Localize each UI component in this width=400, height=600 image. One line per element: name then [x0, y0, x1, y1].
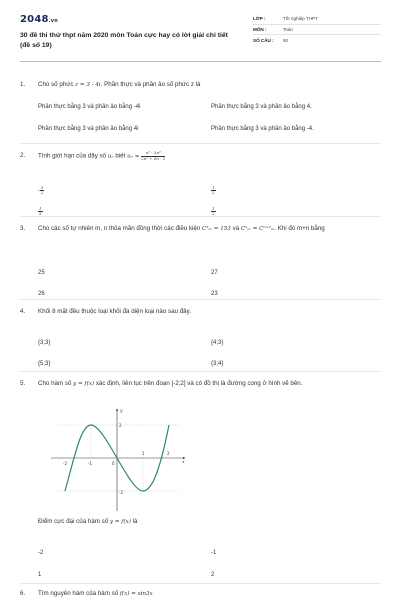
question-text-part: Cho số phức — [38, 81, 76, 88]
math-expression: z = 3 - 4i — [75, 82, 101, 88]
fraction-numerator: 1 — [39, 205, 42, 211]
question-number: 1. — [20, 81, 26, 88]
x-tick-label: -2 — [63, 461, 67, 466]
question-text — [38, 589, 381, 599]
answer-option-c[interactable]: Phần thực bằng 3 và phần ảo bằng 4i — [38, 126, 139, 132]
y-axis-label: y — [120, 409, 123, 414]
formula-fraction — [141, 151, 165, 161]
meta-value: Toán — [283, 26, 293, 32]
answer-option-c[interactable]: {5;3} — [38, 361, 51, 367]
meta-value: 50 — [283, 37, 289, 43]
x-tick-label: 2 — [167, 451, 170, 456]
answer-option-d[interactable]: {3;4} — [211, 361, 224, 367]
question-number: 3. — [20, 225, 26, 232]
x-tick-label: 0 — [112, 461, 115, 466]
question-text-part: xác định, liên tục trên đoạn [-2;2] và có đồ thị là đường cong ở hình vẽ bên. — [94, 380, 303, 387]
fraction-denominator: 5 — [39, 211, 42, 217]
indent — [20, 517, 38, 527]
divider — [20, 216, 381, 217]
fraction-numerator: n³ - 3n³ — [141, 151, 165, 157]
question-3 — [20, 224, 381, 297]
question-text-part: Tìm nguyên hàm của hàm số — [38, 590, 120, 597]
meta-key: SỐ CÂU : — [253, 37, 274, 43]
meta-key: LỚP : — [253, 16, 266, 22]
answer-option-a[interactable]: {3;3} — [38, 340, 51, 346]
question-text-part: biết — [113, 152, 128, 160]
y-tick-label: -2 — [119, 490, 123, 495]
divider — [20, 371, 381, 372]
answer-option-a[interactable]: Phần thực bằng 3 và phần ảo bằng -4i — [38, 104, 141, 110]
meta-key: MÔN : — [253, 26, 267, 32]
answer-option-b[interactable]: Phần thực bằng 3 và phần ảo bằng 4. — [211, 104, 312, 110]
question-text-part: Tính giới hạn của dãy số — [38, 152, 108, 160]
divider — [20, 583, 381, 584]
answer-option-b[interactable]: 27 — [211, 270, 218, 276]
answer-option-c[interactable]: 26 — [38, 291, 45, 297]
answer-option-a[interactable]: -2 — [38, 550, 44, 556]
question-text — [38, 224, 381, 234]
question-text-part: Điểm cực đại của hàm số — [38, 518, 110, 525]
math-expression: y = f(x) — [109, 519, 131, 525]
meta-row-count — [253, 35, 381, 46]
function-graph — [45, 405, 195, 515]
x-tick-label: -1 — [88, 461, 92, 466]
question-text — [38, 379, 381, 389]
question-4 — [20, 307, 381, 367]
math-expression: Cⁿₘ = Cⁿ⁺²ₘ — [240, 226, 275, 232]
formula-lhs: uₙ = — [127, 153, 140, 160]
question-number: 2. — [20, 152, 26, 159]
site-logo[interactable] — [20, 14, 58, 25]
question-text: Khối 8 mặt đều thuộc loại khối đa diện loại nào sau đây. — [38, 308, 191, 315]
document-title: 30 đề thi thử thpt năm 2020 môn Toán cực hay có lời giải chi tiết (đề số 19) — [20, 32, 228, 49]
logo-text: 2048 — [20, 14, 49, 25]
fraction-numerator: 3 — [40, 184, 44, 190]
answer-option-a[interactable]: 25 — [38, 270, 45, 276]
question-text — [38, 517, 381, 527]
answer-option-b[interactable]: {4;3} — [211, 340, 224, 346]
math-expression: y = f(x) — [73, 381, 95, 387]
answer-option-d[interactable]: 2 — [211, 572, 215, 578]
question-text-part: Cho hàm số — [38, 380, 74, 387]
math-expression: C²ₘ = 153 — [202, 226, 231, 232]
question-2 — [20, 150, 381, 217]
question-text — [38, 151, 381, 162]
meta-row-subject — [253, 25, 381, 36]
answer-option-d[interactable]: Phần thực bằng 3 và phần ảo bằng -4. — [211, 126, 314, 132]
x-tick-label: 1 — [142, 451, 145, 456]
fraction-numerator: 1 — [212, 205, 215, 211]
answer-option-b[interactable]: -1 — [211, 550, 217, 556]
logo-suffix: .vn — [48, 18, 58, 24]
question-5-subtext — [20, 517, 381, 578]
document-meta — [253, 14, 381, 46]
question-text-part: và — [230, 225, 241, 232]
fraction-denominator: 2n³ + 5n - 2 — [141, 155, 166, 161]
question-number: 6. — [20, 590, 26, 597]
answer-option-a[interactable] — [38, 186, 44, 196]
question-1 — [20, 80, 381, 132]
y-tick-label: 2 — [119, 423, 122, 428]
math-expression: f(x) = sin3x — [119, 591, 153, 597]
option-fraction — [211, 186, 216, 196]
fraction-denominator: 2 — [212, 211, 215, 217]
question-text-part: Cho các số tự nhiên m, n thỏa mãn đồng thời các điều kiện — [38, 225, 203, 232]
question-text-part: . Phần thực và phần ảo số phức z là — [100, 81, 201, 88]
page-header — [20, 0, 381, 62]
meta-value: Tốt nghiệp THPT — [283, 16, 318, 22]
question-6 — [20, 589, 381, 599]
fraction-numerator: 1 — [212, 184, 215, 190]
question-number: 4. — [20, 308, 26, 315]
meta-row-class — [253, 14, 381, 25]
math-expression: uₙ — [107, 153, 114, 160]
x-axis-label: x — [182, 460, 185, 465]
option-fraction — [40, 186, 45, 196]
fraction-denominator: 2 — [40, 190, 44, 196]
question-text — [38, 80, 381, 90]
answer-option-d[interactable]: 23 — [211, 291, 218, 297]
option-sign: - — [38, 188, 40, 195]
question-text-part: . Khi đó m+n bằng — [274, 225, 325, 232]
question-number: 5. — [20, 380, 26, 387]
answer-option-b[interactable] — [211, 186, 216, 196]
question-text-part: là — [130, 518, 138, 525]
question-5 — [20, 379, 381, 389]
answer-option-c[interactable]: 1 — [38, 572, 42, 578]
fraction-denominator: 2 — [212, 190, 215, 196]
divider — [20, 143, 381, 144]
divider — [20, 299, 381, 300]
